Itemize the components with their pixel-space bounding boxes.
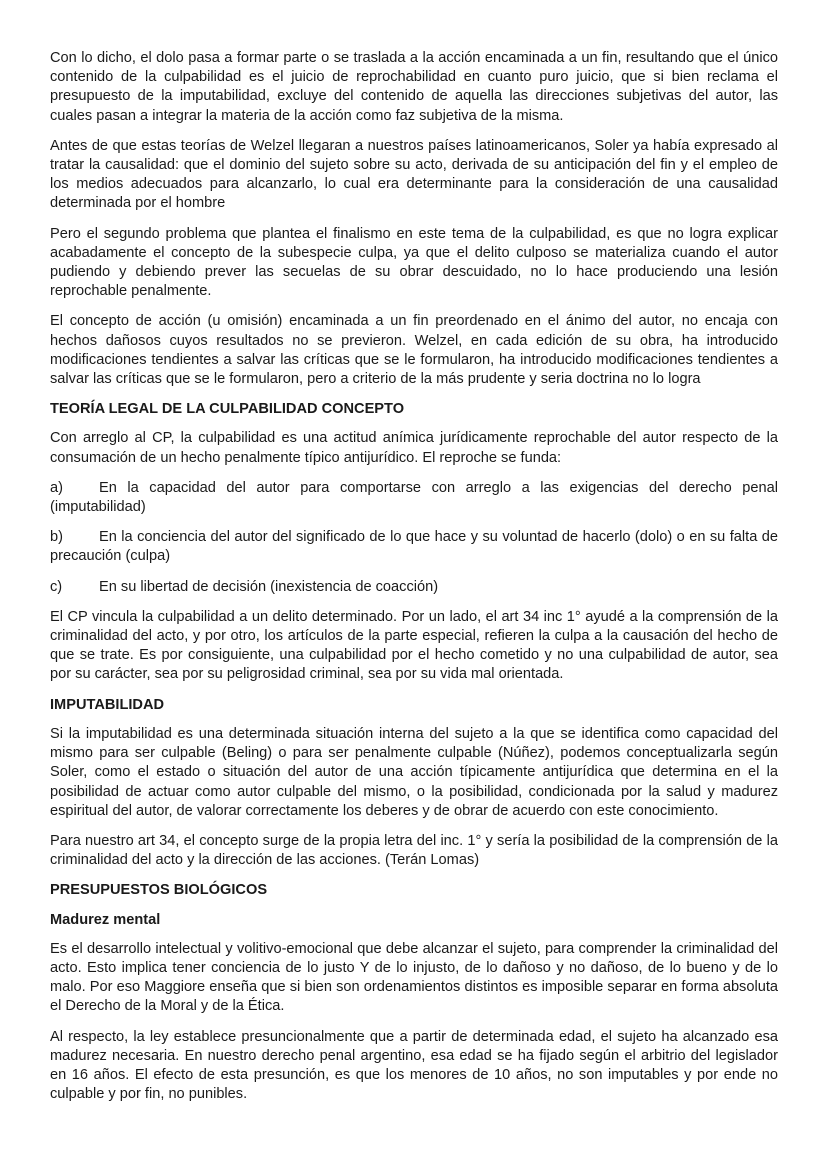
heading-teoria-legal: TEORÍA LEGAL DE LA CULPABILIDAD CONCEPTO [50, 401, 405, 418]
paragraph-desarrollo-intelectual: Es el desarrollo intelectual y volitivo-emocional que debe alcanzar el sujeto, para comprender la criminalidad del acto. Esto implica tener conciencia de lo justo Y de lo injusto, de lo dañoso y no dañoso, de lo bueno y de lo malo. Por eso Maggiore enseña que si bien son ordenamientos distintos es imposible separar en forma absoluta el Derecho de la Moral y de la Ética. [50, 940, 778, 1015]
heading-presupuestos-biologicos: PRESUPUESTOS BIOLÓGICOS [50, 882, 268, 899]
paragraph-concepto-accion: El concepto de acción (u omisión) encaminada a un fin preordenado en el ánimo del autor, no encaja con hechos dañosos cuyos resultados no se previeron. Welzel, en cada edición de su obra, ha introducido modificaciones tendientes a salvar las críticas que se le formularon, ha introducido modificaciones tendientes a salvar las críticas que se le formularon, pero a criterio de la más prudente y seria doctrina no lo logra [50, 313, 778, 388]
paragraph-cp-vincula: El CP vincula la culpabilidad a un delito determinado. Por un lado, el art 34 inc 1° ayudé a la comprensión de la criminalidad del acto, y por otro, los artículos de la parte especial, refieren la culpa a la causación del hecho de que se trate. Es por consiguiente, una culpabilidad por el hecho cometido y no una culpabilidad de autor, sea por su carácter, sea por su peligrosidad criminal, sea por su vida mal orientada. [50, 608, 778, 683]
list-marker: a) [50, 479, 63, 496]
list-item-text: En su libertad de decisión (inexistencia de coacción) [99, 578, 439, 595]
paragraph-imputabilidad: Si la imputabilidad es una determinada situación interna del sujeto a la que se identifica como capacidad del mismo para ser culpable (Beling) o para ser penalmente culpable (Núñez), podemos conceptualizarla según Soler, como el estado o situación del autor de una acción típicamente antijurídica que determina en el la posibilidad de actuar como autor culpable del mismo, o la posibilidad, condicionada por la salud y madurez espiritual del autor, de valorar correctamente los deberes y de obrar de acuerdo con este conocimiento. [50, 725, 778, 819]
paragraph-presuncion-edad: Al respecto, la ley establece presuncionalmente que a partir de determinada edad, el sujeto ha alcanzado esa madurez necesaria. En nuestro derecho penal argentino, esa edad se ha fijado según el arbitrio del legislador en 16 años. El efecto de esta presunción, es que los menores de 10 años, no son imputables y por ende no culpable y por fin, no punibles. [50, 1028, 778, 1103]
heading-madurez-mental: Madurez mental [50, 911, 161, 928]
paragraph-segundo-problema: Pero el segundo problema que plantea el finalismo en este tema de la culpabilidad, es que no logra explicar acabadamente el concepto de la subespecie culpa, ya que el delito culposo se materializa cuando el autor pudiendo y debiendo prever las secuelas de su obrar descuidado, no lo hace produciendo una lesión reprochable penalmente. [50, 225, 778, 300]
paragraph-arreglo-cp: Con arreglo al CP, la culpabilidad es una actitud anímica jurídicamente reprochable del autor respecto de la consumación de un hecho penalmente típico antijurídico. El reproche se funda: [50, 430, 778, 466]
paragraph-art-34: Para nuestro art 34, el concepto surge de la propia letra del inc. 1° y sería la posibilidad de la comprensión de la criminalidad del acto y la dirección de las acciones. (Terán Lomas) [50, 832, 778, 869]
list-item-c [50, 578, 778, 597]
paragraph-welzel-soler: Antes de que estas teorías de Welzel llegaran a nuestros países latinoamericanos, Soler ya había expresado al tratar la causalidad: que el dominio del sujeto sobre su acto, derivada de su anticipación del fin y el empleo de los medios adecuados para alcanzarlo, lo cual era determinante para la consideración de una causalidad determinada por el hombre [50, 137, 778, 212]
paragraph-dolo-accion: Con lo dicho, el dolo pasa a formar parte o se traslada a la acción encaminada a un fin, resultando que el único contenido de la culpabilidad es el juicio de reprochabilidad en cuanto puro juicio, que si bien reclama el presupuesto de la imputabilidad, excluye del contenido de aquella las direcciones subjetivas del autor, las cuales pasan a integrar la materia de la acción como faz subjetiva de la misma. [50, 50, 778, 124]
heading-imputabilidad: IMPUTABILIDAD [50, 696, 165, 713]
list-item-text: En la capacidad del autor para comportarse con arreglo a las exigencias del derecho penal (imputabilidad) [50, 479, 778, 516]
list-marker: b) [50, 529, 63, 546]
list-item-b [50, 528, 778, 566]
list-marker: c) [50, 578, 63, 595]
list-item-a [50, 479, 778, 517]
list-item-text: En la conciencia del autor del significado de lo que hace y su voluntad de hacerlo (dolo) o en su falta de precaución (culpa) [50, 529, 778, 565]
